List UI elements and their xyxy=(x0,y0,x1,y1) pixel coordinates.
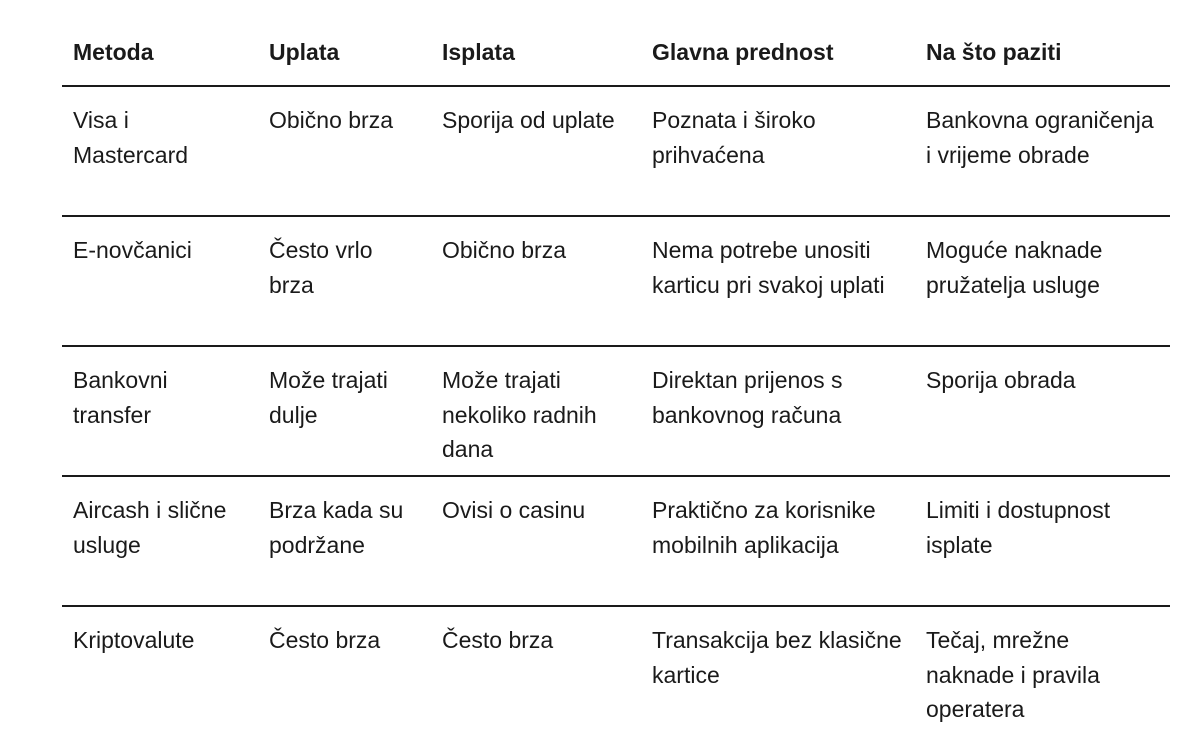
column-header-caution xyxy=(915,0,1170,86)
cell-withdrawal: Obično brza xyxy=(431,216,641,346)
cell-withdrawal: Može trajati nekoliko radnih dana xyxy=(431,346,641,476)
cell-method: Bankovni transfer xyxy=(62,346,258,476)
cell-main-advantage: Nema potrebe unositi karticu pri svakoj uplati xyxy=(641,216,915,346)
cell-withdrawal: Sporija od uplate xyxy=(431,86,641,216)
column-header-label: Metoda xyxy=(73,39,154,65)
table-row xyxy=(62,346,1170,476)
table-row xyxy=(62,216,1170,346)
table-header xyxy=(62,0,1170,86)
cell-caution: Sporija obrada xyxy=(915,346,1170,476)
cell-deposit: Obično brza xyxy=(258,86,431,216)
table-body xyxy=(62,86,1170,736)
column-header-label: Uplata xyxy=(269,39,340,65)
cell-caution: Bankovna ograničenja i vrijeme obrade xyxy=(915,86,1170,216)
cell-deposit: Često vrlo brza xyxy=(258,216,431,346)
cell-deposit: Brza kada su podržane xyxy=(258,476,431,606)
cell-main-advantage: Poznata i široko prihvaćena xyxy=(641,86,915,216)
table-row xyxy=(62,86,1170,216)
column-header-deposit xyxy=(258,0,431,86)
column-header-label: Isplata xyxy=(442,39,515,65)
cell-caution: Tečaj, mrežne naknade i pravila operatera xyxy=(926,627,1100,722)
cell-caution: Limiti i dostupnost isplate xyxy=(915,476,1170,606)
cell-method: Visa i Mastercard xyxy=(62,86,258,216)
table-row xyxy=(62,476,1170,606)
cell-main-advantage: Direktan prijenos s bankovnog računa xyxy=(641,346,915,476)
table-row xyxy=(62,606,1170,736)
cell-main-advantage: Praktično za korisnike mobilnih aplikacija xyxy=(641,476,915,606)
column-header-main-advantage xyxy=(641,0,915,86)
column-header-method xyxy=(62,0,258,86)
cell-method: Kriptovalute xyxy=(73,627,195,653)
cell-withdrawal: Često brza xyxy=(442,627,554,653)
column-header-label: Na što paziti xyxy=(926,39,1062,65)
column-header-withdrawal xyxy=(431,0,641,86)
cell-withdrawal: Ovisi o casinu xyxy=(431,476,641,606)
cell-deposit: Može trajati dulje xyxy=(258,346,431,476)
payment-methods-table xyxy=(62,0,1170,736)
column-header-label: Glavna prednost xyxy=(652,39,834,65)
cell-main-advantage: Transakcija bez klasične kartice xyxy=(652,627,902,688)
cell-method: Aircash i slične usluge xyxy=(62,476,258,606)
payment-methods-table-container xyxy=(62,0,1170,736)
cell-method: E-novčanici xyxy=(62,216,258,346)
header-row xyxy=(62,0,1170,86)
cell-caution: Moguće naknade pružatelja usluge xyxy=(915,216,1170,346)
cell-deposit: Često brza xyxy=(269,627,381,653)
